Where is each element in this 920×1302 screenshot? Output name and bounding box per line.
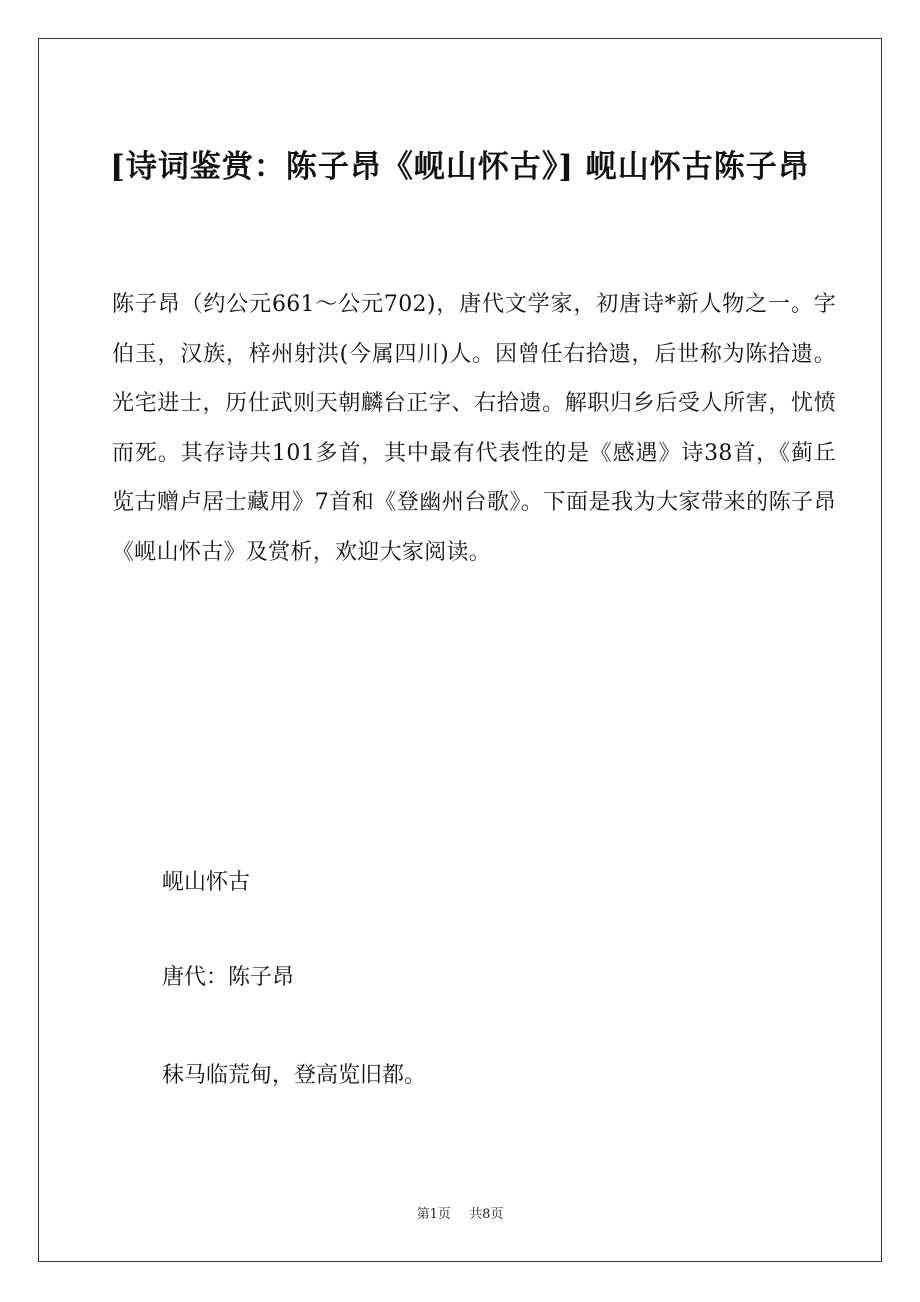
page-number: 第1页 [416, 1207, 451, 1222]
document-title: [诗词鉴赏：陈子昂《岘山怀古》] 岘山怀古陈子昂 [110, 149, 810, 185]
poem-author: 唐代：陈子昂 [162, 965, 295, 990]
page-total: 共8页 [469, 1207, 504, 1222]
page-footer [0, 1205, 920, 1225]
poem-title: 岘山怀古 [162, 870, 251, 895]
poem-verse: 秣马临荒甸，登高览旧都。 [162, 1063, 427, 1088]
intro-paragraph: 陈子昂（约公元661～公元702)，唐代文学家，初唐诗*新人物之一。字伯玉，汉族，梓州射洪(今属四川)人。因曾任右拾遗，后世称为陈拾遗。光宅进士，历仕武则天朝麟台正字、右拾遗。解职归乡后受人所害，忧愤而死。其存诗共101多首，其中最有代表性的是《感遇》诗38首，《蓟丘览古赠卢居士藏用》7首和《登幽州台歌》。下面是我为大家带来的陈子昂《岘山怀古》及赏析，欢迎大家阅读。 [112, 292, 836, 565]
